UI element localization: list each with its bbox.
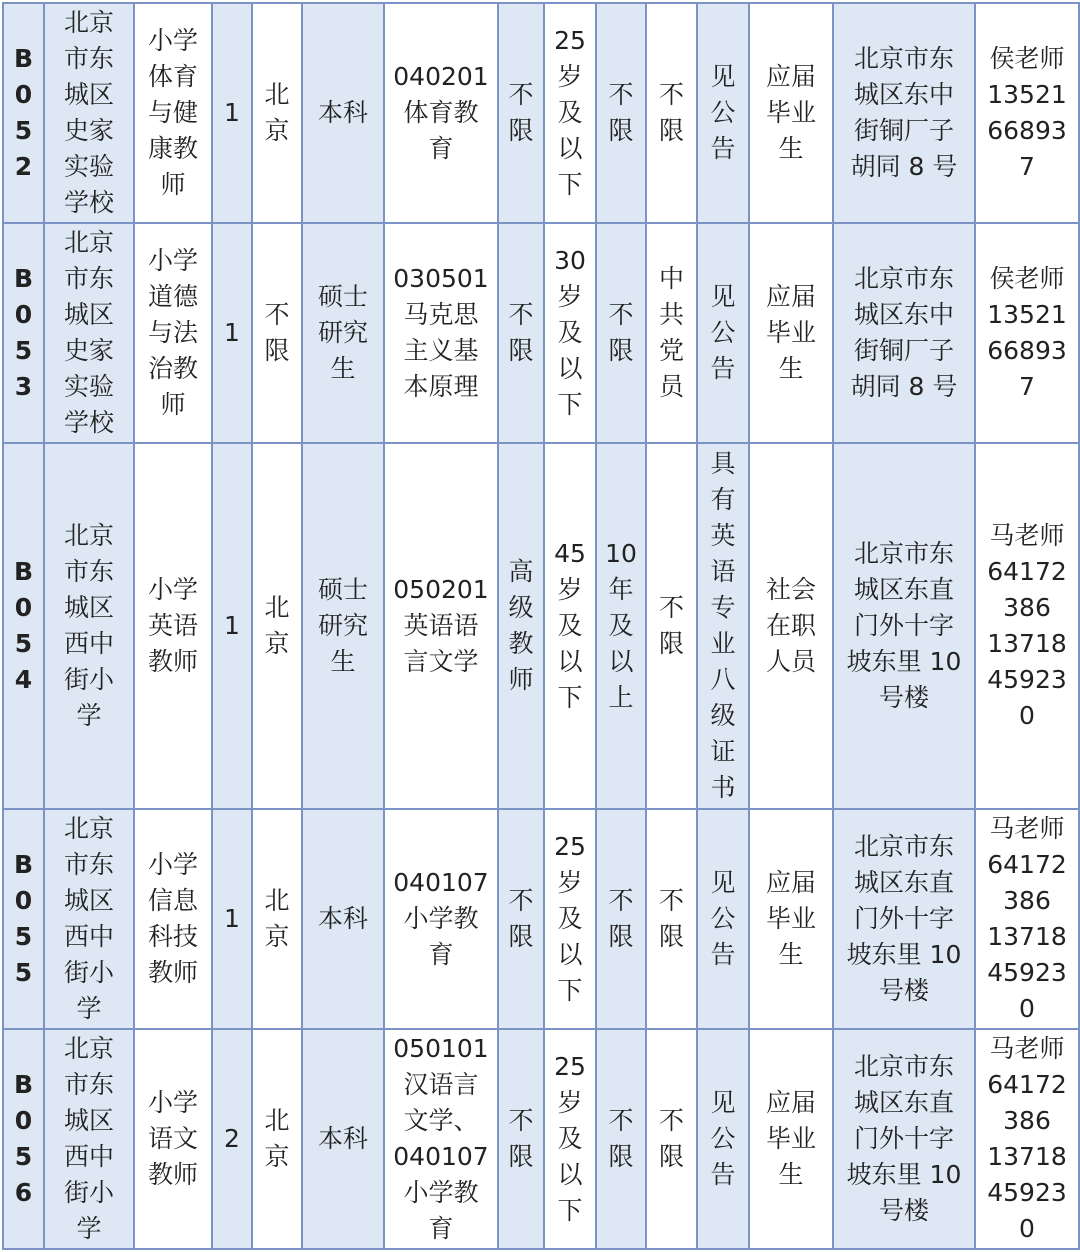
education-cell: 本科 bbox=[302, 3, 384, 223]
education-cell: 硕士 研究 生 bbox=[302, 443, 384, 809]
table-row bbox=[3, 1029, 1079, 1249]
position-name-cell: 小学 信息 科技 教师 bbox=[134, 809, 212, 1029]
employer-unit-cell: 北京 市东 城区 史家 实验 学校 bbox=[44, 3, 134, 223]
candidate-identity-cell: 应届 毕业 生 bbox=[749, 223, 833, 443]
political-status-cell: 不 限 bbox=[646, 809, 697, 1029]
table-row bbox=[3, 443, 1079, 809]
political-status-cell: 中 共 党 员 bbox=[646, 223, 697, 443]
experience-requirement-cell: 不 限 bbox=[596, 1029, 646, 1249]
experience-requirement-cell: 10 年 及 以 上 bbox=[596, 443, 646, 809]
household-location-cell: 北 京 bbox=[252, 809, 302, 1029]
table-row bbox=[3, 809, 1079, 1029]
household-location-cell: 北 京 bbox=[252, 3, 302, 223]
recruitment-table bbox=[2, 2, 1080, 1250]
contact-cell: 侯老师 13521 66893 7 bbox=[975, 223, 1079, 443]
political-status-cell: 不 限 bbox=[646, 1029, 697, 1249]
position-code-cell: B 0 5 4 bbox=[3, 443, 44, 809]
hire-count-cell: 1 bbox=[212, 443, 252, 809]
position-name-cell: 小学 英语 教师 bbox=[134, 443, 212, 809]
hire-count-cell: 1 bbox=[212, 3, 252, 223]
experience-requirement-cell: 不 限 bbox=[596, 809, 646, 1029]
table-row bbox=[3, 3, 1079, 223]
other-requirement-cell: 见 公 告 bbox=[697, 3, 749, 223]
experience-requirement-cell: 不 限 bbox=[596, 3, 646, 223]
hire-count-cell: 1 bbox=[212, 809, 252, 1029]
title-requirement-cell: 不 限 bbox=[498, 809, 544, 1029]
other-requirement-cell: 见 公 告 bbox=[697, 1029, 749, 1249]
contact-cell: 马老师 64172 386 13718 45923 0 bbox=[975, 443, 1079, 809]
employer-unit-cell: 北京 市东 城区 西中 街小 学 bbox=[44, 443, 134, 809]
position-code-cell: B 0 5 3 bbox=[3, 223, 44, 443]
contact-cell: 侯老师 13521 66893 7 bbox=[975, 3, 1079, 223]
age-requirement-cell: 30 岁 及 以 下 bbox=[544, 223, 596, 443]
table-row bbox=[3, 223, 1079, 443]
major-cell: 050201 英语语 言文学 bbox=[384, 443, 498, 809]
political-status-cell: 不 限 bbox=[646, 443, 697, 809]
title-requirement-cell: 不 限 bbox=[498, 223, 544, 443]
position-name-cell: 小学 体育 与健 康教 师 bbox=[134, 3, 212, 223]
employer-unit-cell: 北京 市东 城区 西中 街小 学 bbox=[44, 1029, 134, 1249]
hire-count-cell: 2 bbox=[212, 1029, 252, 1249]
employer-unit-cell: 北京 市东 城区 西中 街小 学 bbox=[44, 809, 134, 1029]
major-cell: 040107 小学教 育 bbox=[384, 809, 498, 1029]
address-cell: 北京市东 城区东直 门外十字 坡东里 10 号楼 bbox=[833, 809, 975, 1029]
age-requirement-cell: 45 岁 及 以 下 bbox=[544, 443, 596, 809]
major-cell: 040201 体育教 育 bbox=[384, 3, 498, 223]
employer-unit-cell: 北京 市东 城区 史家 实验 学校 bbox=[44, 223, 134, 443]
age-requirement-cell: 25 岁 及 以 下 bbox=[544, 1029, 596, 1249]
position-code-cell: B 0 5 6 bbox=[3, 1029, 44, 1249]
address-cell: 北京市东 城区东中 街铜厂子 胡同 8 号 bbox=[833, 3, 975, 223]
contact-cell: 马老师 64172 386 13718 45923 0 bbox=[975, 809, 1079, 1029]
experience-requirement-cell: 不 限 bbox=[596, 223, 646, 443]
contact-cell: 马老师 64172 386 13718 45923 0 bbox=[975, 1029, 1079, 1249]
education-cell: 本科 bbox=[302, 1029, 384, 1249]
candidate-identity-cell: 社会 在职 人员 bbox=[749, 443, 833, 809]
age-requirement-cell: 25 岁 及 以 下 bbox=[544, 809, 596, 1029]
title-requirement-cell: 不 限 bbox=[498, 1029, 544, 1249]
address-cell: 北京市东 城区东直 门外十字 坡东里 10 号楼 bbox=[833, 443, 975, 809]
political-status-cell: 不 限 bbox=[646, 3, 697, 223]
address-cell: 北京市东 城区东直 门外十字 坡东里 10 号楼 bbox=[833, 1029, 975, 1249]
education-cell: 本科 bbox=[302, 809, 384, 1029]
candidate-identity-cell: 应届 毕业 生 bbox=[749, 1029, 833, 1249]
position-code-cell: B 0 5 2 bbox=[3, 3, 44, 223]
household-location-cell: 北 京 bbox=[252, 443, 302, 809]
candidate-identity-cell: 应届 毕业 生 bbox=[749, 3, 833, 223]
major-cell: 050101 汉语言 文学、 040107 小学教 育 bbox=[384, 1029, 498, 1249]
household-location-cell: 北 京 bbox=[252, 1029, 302, 1249]
position-name-cell: 小学 语文 教师 bbox=[134, 1029, 212, 1249]
major-cell: 030501 马克思 主义基 本原理 bbox=[384, 223, 498, 443]
education-cell: 硕士 研究 生 bbox=[302, 223, 384, 443]
position-name-cell: 小学 道德 与法 治教 师 bbox=[134, 223, 212, 443]
age-requirement-cell: 25 岁 及 以 下 bbox=[544, 3, 596, 223]
title-requirement-cell: 高 级 教 师 bbox=[498, 443, 544, 809]
other-requirement-cell: 见 公 告 bbox=[697, 809, 749, 1029]
candidate-identity-cell: 应届 毕业 生 bbox=[749, 809, 833, 1029]
position-code-cell: B 0 5 5 bbox=[3, 809, 44, 1029]
other-requirement-cell: 具 有 英 语 专 业 八 级 证 书 bbox=[697, 443, 749, 809]
address-cell: 北京市东 城区东中 街铜厂子 胡同 8 号 bbox=[833, 223, 975, 443]
household-location-cell: 不 限 bbox=[252, 223, 302, 443]
other-requirement-cell: 见 公 告 bbox=[697, 223, 749, 443]
hire-count-cell: 1 bbox=[212, 223, 252, 443]
title-requirement-cell: 不 限 bbox=[498, 3, 544, 223]
